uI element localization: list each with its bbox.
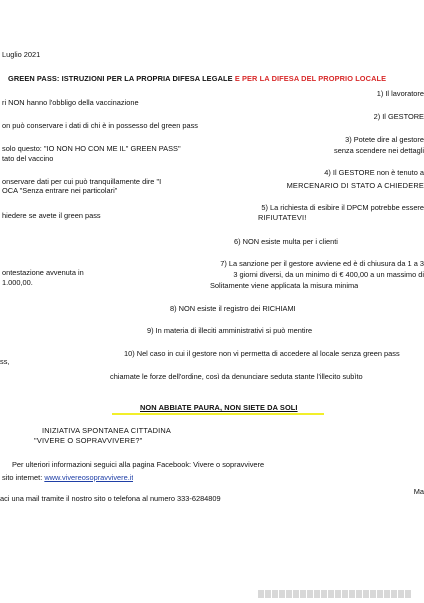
document-title-overlay: E PER LA DIFESA DEL PROPRIO LOCALE	[234, 74, 387, 83]
point-3-heading: 3) Potete dire al gestore	[345, 135, 424, 144]
point-8-heading: 8) NON esiste il registro dei RICHIAMI	[170, 304, 296, 313]
document-date: Luglio 2021	[2, 50, 41, 59]
initiative-line-1: INIZIATIVA SPONTANEA CITTADINA	[42, 426, 172, 435]
point-6-heading: 6) NON esiste multa per i clienti	[234, 237, 338, 246]
point-5-heading: 5) La richiesta di esibire il DPCM potrebbe essere	[261, 203, 424, 212]
document-title	[8, 74, 386, 83]
info-text: Per ulteriori informazioni seguici alla pagina Facebook: Vivere o sopravvivere	[12, 460, 265, 469]
website-label: sito internet:	[2, 473, 43, 482]
point-1-heading: 1) Il lavoratore	[376, 89, 424, 98]
point-7-continuation: 3 giorni diversi, da un minimo di € 400,00 a un massimo di	[233, 270, 424, 279]
point-7-heading: 7) La sanzione per il gestore avviene ed è di chiusura da 1 a 3	[220, 259, 424, 268]
point-9-heading: 9) In materia di illeciti amministrativi si può mentire	[147, 326, 313, 335]
point-3-continuation: senza scendere nei dettagli	[334, 146, 424, 155]
point-7-note: Solitamente viene applicata la misura minima	[210, 281, 359, 290]
point-4-heading: 4) Il GESTORE non è tenuto a	[324, 168, 424, 177]
website-link[interactable]: www.vivereosopravvivere.it	[44, 473, 134, 482]
point-4-sub: OCA "Senza entrare nei particolari"	[2, 186, 118, 195]
point-10-heading: 10) Nel caso in cui il gestore non vi permetta di accedere al locale senza green pass	[124, 349, 400, 358]
point-4-text: onservare dati per cui può tranquillamente dire "I	[2, 177, 162, 186]
slogan-highlight	[112, 413, 324, 415]
point-3-tail: tato del vaccino	[2, 154, 54, 163]
point-5-text: hiedere se avete il green pass	[2, 211, 101, 220]
initiative-line-2: "VIVERE O SOPRAVVIVERE?"	[34, 436, 143, 445]
point-1-text: ri NON hanno l'obbligo della vaccinazione	[2, 98, 139, 107]
point-5-caps: RIFIUTATEVI!	[258, 213, 307, 222]
signature-fragment: Ma	[413, 487, 424, 496]
point-7-amount: 1.000,00.	[2, 278, 33, 287]
scan-artifact	[258, 585, 416, 594]
point-7-text: ontestazione avvenuta in	[2, 268, 84, 277]
point-3-text: solo questo: "IO NON HO CON ME IL" GREEN PASS"	[2, 144, 181, 153]
slogan: NON ABBIATE PAURA, NON SIETE DA SOLI	[140, 403, 298, 412]
website-line	[2, 473, 133, 482]
point-2-heading: 2) Il GESTORE	[373, 112, 424, 121]
point-10-continuation: chiamate le forze dell'ordine, così da denunciare seduta stante l'illecito subìto	[110, 372, 363, 381]
document-title-main: GREEN PASS: ISTRUZIONI PER LA PROPRIA DIFESA LEGALE	[8, 74, 233, 83]
contact-text: aci una mail tramite il nostro sito o telefona al numero 333-6284809	[0, 494, 221, 503]
point-4-caps: MERCENARIO DI STATO A CHIEDERE	[286, 181, 424, 190]
point-2-text: on può conservare i dati di chi è in possesso del green pass	[2, 121, 198, 130]
point-10-tail: ss,	[0, 357, 10, 366]
